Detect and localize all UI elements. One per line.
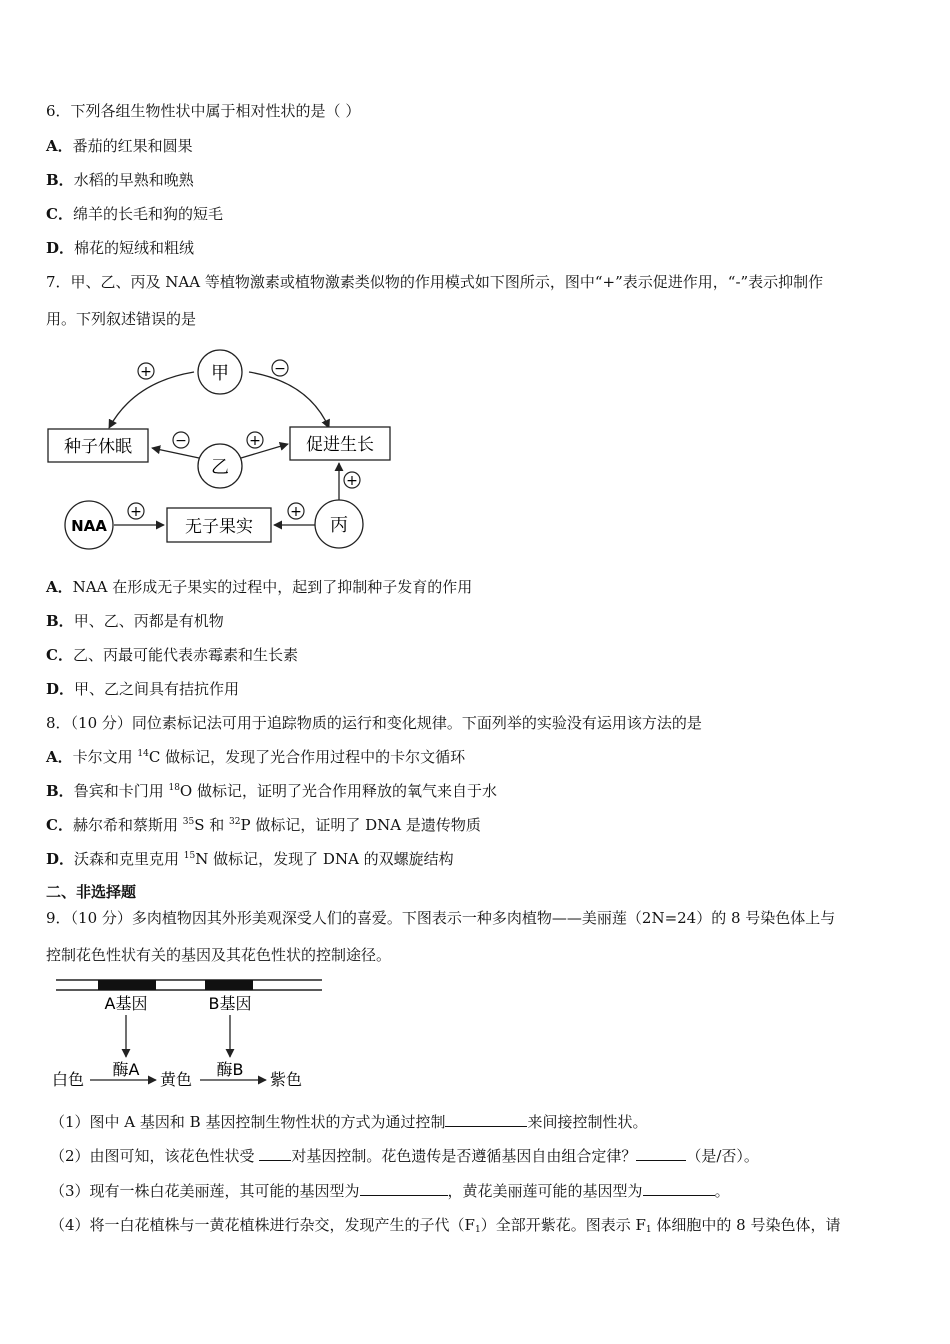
minus-sign-jia-growth bbox=[272, 360, 288, 377]
gene-pathway-diagram bbox=[50, 975, 330, 1093]
promote-growth-label: 促进生长 bbox=[306, 435, 374, 455]
chromosome-bar bbox=[56, 980, 322, 990]
svg-text:−: − bbox=[274, 361, 286, 377]
svg-text:+: + bbox=[140, 364, 152, 380]
q6-stem: 6．下列各组生物性状中属于相对性状的是（ ） bbox=[46, 102, 361, 120]
q9-sub4: （4）将一白花植株与一黄花植株进行杂交，发现产生的子代$(F_1)$全部开紫花。图表示 $F_1$ 体细胞中的 8 号染色体，请 bbox=[50, 1216, 841, 1235]
yi-label: 乙 bbox=[211, 457, 229, 478]
gene-b-label: B基因 bbox=[208, 994, 252, 1013]
answer-blank[interactable] bbox=[636, 1146, 686, 1161]
answer-blank[interactable] bbox=[445, 1112, 527, 1127]
answer-blank[interactable] bbox=[360, 1181, 448, 1196]
svg-text:+: + bbox=[290, 504, 302, 520]
svg-text:−: − bbox=[175, 433, 187, 449]
yellow-label: 黄色 bbox=[160, 1070, 193, 1089]
seedless-fruit-label: 无子果实 bbox=[185, 517, 253, 537]
q7-stem-line2: 用。下列叙述错误的是 bbox=[46, 310, 197, 328]
gene-a-label: A基因 bbox=[104, 994, 148, 1013]
naa-label: NAA bbox=[71, 517, 107, 535]
enzyme-b-label: 酶B bbox=[216, 1060, 244, 1079]
q9-sub3: （3）现有一株白花美丽莲，其可能的基因型为 ，黄花美丽莲可能的基因型为 。 bbox=[50, 1182, 730, 1200]
q6-option-a: A．番茄的红果和圆果 bbox=[46, 137, 193, 155]
q9-sub1: （1）图中 A 基因和 B 基因控制生物性状的方式为通过控制 来间接控制性状。 bbox=[50, 1113, 648, 1131]
svg-text:+: + bbox=[346, 473, 358, 489]
q7-stem-line1: 7．甲、乙、丙及 NAA 等植物激素或植物激素类似物的作用模式如下图所示，图中“+”表示促进作用，“-”表示抑制作 bbox=[46, 273, 824, 291]
q6-option-c: C．绵羊的长毛和狗的短毛 bbox=[46, 205, 223, 223]
answer-blank[interactable] bbox=[259, 1146, 291, 1161]
q7-option-d: D．甲、乙之间具有拮抗作用 bbox=[46, 680, 240, 698]
bing-label: 丙 bbox=[330, 515, 348, 536]
q9-sub2: （2）由图可知，该花色性状受 对基因控制。花色遗传是否遵循基因自由组合定律？ （是/否）。 bbox=[50, 1147, 759, 1165]
q6-option-b: B．水稻的早熟和晚熟 bbox=[46, 171, 194, 189]
q7-option-b: B．甲、乙、丙都是有机物 bbox=[46, 612, 224, 630]
white-label: 白色 bbox=[52, 1070, 85, 1089]
hormone-diagram bbox=[44, 342, 404, 557]
plus-sign-yi-growth bbox=[247, 432, 263, 449]
q8-option-a: A．卡尔文用 $^{14}$C 做标记，发现了光合作用过程中的卡尔文循环 bbox=[46, 748, 466, 766]
plus-sign-naa-fruit bbox=[128, 503, 144, 520]
plus-sign-bing-growth bbox=[344, 472, 360, 489]
q9-stem-line1: 9．（10 分）多肉植物因其外形美观深受人们的喜爱。下图表示一种多肉植物——美丽莲（2N=24）的 8 号染色体上与 bbox=[46, 909, 836, 927]
jia-label: 甲 bbox=[211, 363, 229, 384]
q8-option-c: C．赫尔希和蔡斯用 $^{35}$S 和 $^{32}$P 做标记，证明了 DNA 是遗传物质 bbox=[46, 816, 481, 834]
answer-blank[interactable] bbox=[643, 1181, 715, 1196]
enzyme-a-label: 酶A bbox=[112, 1060, 140, 1079]
q6-option-d: D．棉花的短绒和粗绒 bbox=[46, 239, 195, 257]
plus-sign-jia-dormancy bbox=[138, 363, 154, 380]
seed-dormancy-label: 种子休眠 bbox=[64, 437, 132, 457]
minus-sign-yi-dormancy bbox=[173, 432, 189, 449]
q7-option-a: A．NAA 在形成无子果实的过程中，起到了抑制种子发育的作用 bbox=[46, 578, 473, 596]
section-heading: 二、非选择题 bbox=[46, 883, 137, 901]
q8-option-b: B．鲁宾和卡门用 $^{18}$O 做标记，证明了光合作用释放的氧气来自于水 bbox=[46, 782, 497, 800]
q9-stem-line2: 控制花色性状有关的基因及其花色性状的控制途径。 bbox=[46, 946, 392, 964]
svg-text:+: + bbox=[130, 504, 142, 520]
plus-sign-bing-fruit bbox=[288, 503, 304, 520]
q7-option-c: C．乙、丙最可能代表赤霉素和生长素 bbox=[46, 646, 298, 664]
purple-label: 紫色 bbox=[270, 1070, 303, 1089]
q8-stem: 8．（10 分）同位素标记法可用于追踪物质的运行和变化规律。下面列举的实验没有运用该方法的是 bbox=[46, 714, 702, 732]
svg-text:+: + bbox=[249, 433, 261, 449]
q8-option-d: D．沃森和克里克用 $^{15}$N 做标记，发现了 DNA 的双螺旋结构 bbox=[46, 850, 454, 868]
